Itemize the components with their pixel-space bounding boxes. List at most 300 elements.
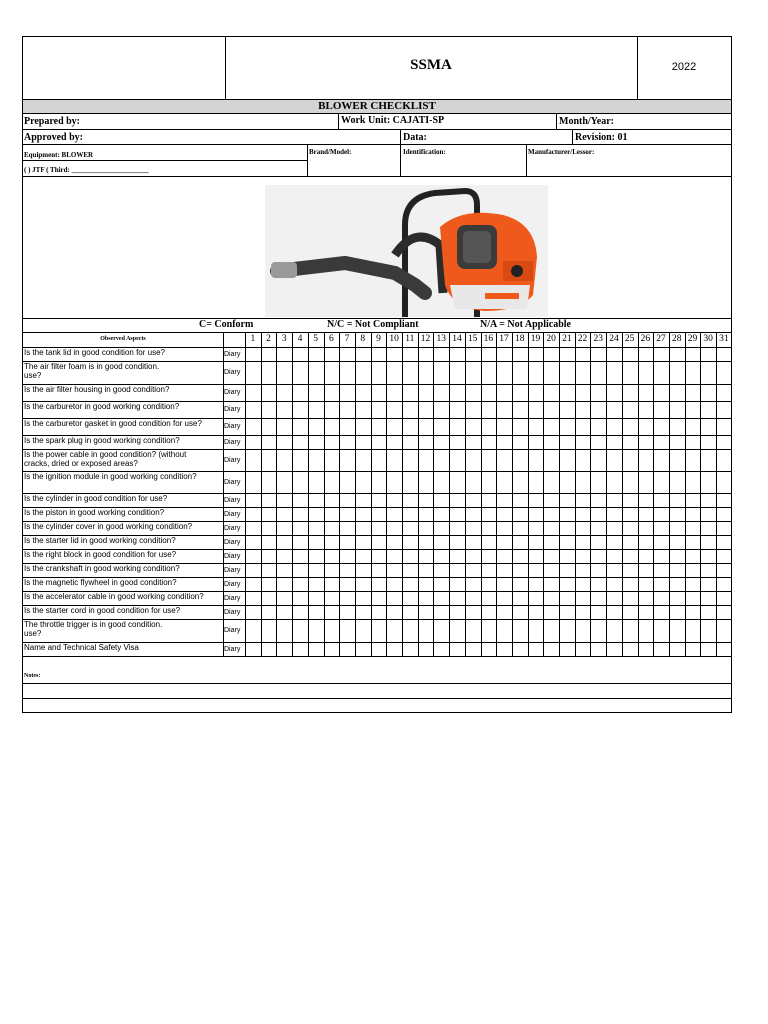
check-cell[interactable] [339, 361, 355, 384]
check-cell[interactable] [716, 384, 732, 401]
check-cell[interactable] [371, 642, 387, 656]
check-cell[interactable] [465, 435, 481, 449]
check-cell[interactable] [528, 591, 544, 605]
check-cell[interactable] [590, 435, 606, 449]
check-cell[interactable] [669, 471, 685, 493]
check-cell[interactable] [575, 577, 591, 591]
check-cell[interactable] [653, 605, 669, 619]
check-cell[interactable] [465, 384, 481, 401]
check-cell[interactable] [622, 619, 638, 642]
check-cell[interactable] [685, 361, 701, 384]
check-cell[interactable] [433, 493, 449, 507]
check-cell[interactable] [685, 549, 701, 563]
check-cell[interactable] [559, 577, 575, 591]
check-cell[interactable] [449, 418, 465, 435]
check-cell[interactable] [685, 535, 701, 549]
check-cell[interactable] [465, 493, 481, 507]
check-cell[interactable] [371, 361, 387, 384]
check-cell[interactable] [371, 493, 387, 507]
check-cell[interactable] [276, 605, 292, 619]
check-cell[interactable] [528, 384, 544, 401]
check-cell[interactable] [418, 418, 434, 435]
check-cell[interactable] [481, 507, 497, 521]
check-cell[interactable] [700, 361, 716, 384]
check-cell[interactable] [418, 549, 434, 563]
check-cell[interactable] [355, 435, 371, 449]
check-cell[interactable] [606, 435, 622, 449]
check-cell[interactable] [528, 347, 544, 361]
check-cell[interactable] [653, 347, 669, 361]
check-cell[interactable] [308, 384, 324, 401]
check-cell[interactable] [496, 535, 512, 549]
check-cell[interactable] [543, 577, 559, 591]
check-cell[interactable] [590, 361, 606, 384]
check-cell[interactable] [355, 521, 371, 535]
check-cell[interactable] [653, 521, 669, 535]
check-cell[interactable] [622, 521, 638, 535]
check-cell[interactable] [700, 521, 716, 535]
check-cell[interactable] [449, 347, 465, 361]
check-cell[interactable] [559, 619, 575, 642]
check-cell[interactable] [653, 493, 669, 507]
check-cell[interactable] [685, 577, 701, 591]
check-cell[interactable] [433, 471, 449, 493]
check-cell[interactable] [386, 493, 402, 507]
check-cell[interactable] [339, 384, 355, 401]
check-cell[interactable] [512, 361, 528, 384]
check-cell[interactable] [449, 361, 465, 384]
check-cell[interactable] [543, 435, 559, 449]
check-cell[interactable] [669, 642, 685, 656]
check-cell[interactable] [402, 418, 418, 435]
check-cell[interactable] [433, 401, 449, 418]
check-cell[interactable] [622, 605, 638, 619]
check-cell[interactable] [402, 619, 418, 642]
check-cell[interactable] [716, 449, 732, 471]
check-cell[interactable] [371, 471, 387, 493]
check-cell[interactable] [638, 493, 654, 507]
check-cell[interactable] [324, 507, 340, 521]
check-cell[interactable] [433, 535, 449, 549]
check-cell[interactable] [292, 521, 308, 535]
check-cell[interactable] [386, 521, 402, 535]
check-cell[interactable] [700, 549, 716, 563]
check-cell[interactable] [355, 401, 371, 418]
check-cell[interactable] [622, 471, 638, 493]
check-cell[interactable] [292, 563, 308, 577]
check-cell[interactable] [653, 435, 669, 449]
check-cell[interactable] [512, 449, 528, 471]
check-cell[interactable] [261, 418, 277, 435]
check-cell[interactable] [371, 619, 387, 642]
check-cell[interactable] [465, 642, 481, 656]
check-cell[interactable] [575, 507, 591, 521]
check-cell[interactable] [590, 563, 606, 577]
check-cell[interactable] [481, 347, 497, 361]
check-cell[interactable] [261, 493, 277, 507]
check-cell[interactable] [606, 563, 622, 577]
check-cell[interactable] [496, 361, 512, 384]
check-cell[interactable] [433, 619, 449, 642]
check-cell[interactable] [559, 435, 575, 449]
check-cell[interactable] [386, 577, 402, 591]
check-cell[interactable] [685, 347, 701, 361]
check-cell[interactable] [481, 521, 497, 535]
check-cell[interactable] [355, 549, 371, 563]
check-cell[interactable] [386, 471, 402, 493]
check-cell[interactable] [606, 384, 622, 401]
check-cell[interactable] [543, 535, 559, 549]
check-cell[interactable] [559, 521, 575, 535]
check-cell[interactable] [638, 449, 654, 471]
check-cell[interactable] [700, 535, 716, 549]
check-cell[interactable] [261, 435, 277, 449]
check-cell[interactable] [339, 591, 355, 605]
check-cell[interactable] [622, 642, 638, 656]
check-cell[interactable] [669, 549, 685, 563]
check-cell[interactable] [245, 384, 261, 401]
check-cell[interactable] [622, 577, 638, 591]
check-cell[interactable] [355, 577, 371, 591]
check-cell[interactable] [355, 507, 371, 521]
check-cell[interactable] [716, 605, 732, 619]
check-cell[interactable] [700, 384, 716, 401]
check-cell[interactable] [261, 384, 277, 401]
check-cell[interactable] [606, 493, 622, 507]
check-cell[interactable] [716, 563, 732, 577]
check-cell[interactable] [559, 591, 575, 605]
check-cell[interactable] [700, 507, 716, 521]
check-cell[interactable] [590, 507, 606, 521]
check-cell[interactable] [324, 384, 340, 401]
check-cell[interactable] [245, 577, 261, 591]
check-cell[interactable] [324, 347, 340, 361]
check-cell[interactable] [700, 418, 716, 435]
check-cell[interactable] [339, 577, 355, 591]
check-cell[interactable] [512, 435, 528, 449]
check-cell[interactable] [685, 401, 701, 418]
check-cell[interactable] [559, 361, 575, 384]
check-cell[interactable] [685, 642, 701, 656]
check-cell[interactable] [371, 347, 387, 361]
check-cell[interactable] [512, 563, 528, 577]
check-cell[interactable] [481, 471, 497, 493]
check-cell[interactable] [653, 535, 669, 549]
check-cell[interactable] [575, 521, 591, 535]
check-cell[interactable] [481, 577, 497, 591]
check-cell[interactable] [449, 471, 465, 493]
check-cell[interactable] [308, 507, 324, 521]
check-cell[interactable] [512, 401, 528, 418]
check-cell[interactable] [371, 384, 387, 401]
check-cell[interactable] [543, 619, 559, 642]
check-cell[interactable] [418, 642, 434, 656]
check-cell[interactable] [512, 418, 528, 435]
check-cell[interactable] [339, 347, 355, 361]
check-cell[interactable] [465, 577, 481, 591]
check-cell[interactable] [402, 577, 418, 591]
check-cell[interactable] [669, 361, 685, 384]
check-cell[interactable] [449, 449, 465, 471]
check-cell[interactable] [638, 361, 654, 384]
check-cell[interactable] [433, 347, 449, 361]
check-cell[interactable] [465, 591, 481, 605]
check-cell[interactable] [449, 521, 465, 535]
check-cell[interactable] [292, 642, 308, 656]
check-cell[interactable] [245, 591, 261, 605]
check-cell[interactable] [465, 361, 481, 384]
check-cell[interactable] [339, 605, 355, 619]
check-cell[interactable] [433, 591, 449, 605]
check-cell[interactable] [716, 361, 732, 384]
check-cell[interactable] [324, 449, 340, 471]
check-cell[interactable] [575, 605, 591, 619]
check-cell[interactable] [276, 535, 292, 549]
check-cell[interactable] [402, 521, 418, 535]
check-cell[interactable] [355, 449, 371, 471]
check-cell[interactable] [543, 418, 559, 435]
check-cell[interactable] [575, 418, 591, 435]
check-cell[interactable] [276, 642, 292, 656]
check-cell[interactable] [716, 535, 732, 549]
check-cell[interactable] [512, 591, 528, 605]
check-cell[interactable] [638, 418, 654, 435]
check-cell[interactable] [622, 493, 638, 507]
check-cell[interactable] [685, 619, 701, 642]
check-cell[interactable] [308, 471, 324, 493]
check-cell[interactable] [606, 591, 622, 605]
check-cell[interactable] [685, 435, 701, 449]
check-cell[interactable] [543, 347, 559, 361]
check-cell[interactable] [386, 591, 402, 605]
check-cell[interactable] [418, 401, 434, 418]
check-cell[interactable] [371, 563, 387, 577]
check-cell[interactable] [245, 549, 261, 563]
check-cell[interactable] [245, 605, 261, 619]
check-cell[interactable] [606, 418, 622, 435]
check-cell[interactable] [496, 384, 512, 401]
check-cell[interactable] [606, 535, 622, 549]
check-cell[interactable] [512, 605, 528, 619]
check-cell[interactable] [700, 605, 716, 619]
check-cell[interactable] [606, 577, 622, 591]
check-cell[interactable] [685, 418, 701, 435]
check-cell[interactable] [528, 361, 544, 384]
check-cell[interactable] [481, 361, 497, 384]
check-cell[interactable] [433, 577, 449, 591]
check-cell[interactable] [324, 605, 340, 619]
check-cell[interactable] [371, 535, 387, 549]
check-cell[interactable] [700, 642, 716, 656]
check-cell[interactable] [261, 549, 277, 563]
check-cell[interactable] [324, 493, 340, 507]
check-cell[interactable] [559, 384, 575, 401]
check-cell[interactable] [324, 577, 340, 591]
check-cell[interactable] [292, 605, 308, 619]
check-cell[interactable] [371, 507, 387, 521]
check-cell[interactable] [638, 577, 654, 591]
check-cell[interactable] [481, 384, 497, 401]
check-cell[interactable] [308, 549, 324, 563]
check-cell[interactable] [371, 577, 387, 591]
check-cell[interactable] [371, 449, 387, 471]
check-cell[interactable] [402, 591, 418, 605]
check-cell[interactable] [386, 435, 402, 449]
check-cell[interactable] [559, 471, 575, 493]
check-cell[interactable] [308, 401, 324, 418]
check-cell[interactable] [622, 449, 638, 471]
check-cell[interactable] [606, 619, 622, 642]
check-cell[interactable] [402, 563, 418, 577]
check-cell[interactable] [590, 535, 606, 549]
check-cell[interactable] [496, 347, 512, 361]
check-cell[interactable] [449, 535, 465, 549]
check-cell[interactable] [371, 521, 387, 535]
check-cell[interactable] [669, 493, 685, 507]
check-cell[interactable] [559, 418, 575, 435]
check-cell[interactable] [685, 449, 701, 471]
check-cell[interactable] [324, 619, 340, 642]
check-cell[interactable] [481, 605, 497, 619]
check-cell[interactable] [276, 507, 292, 521]
check-cell[interactable] [481, 619, 497, 642]
check-cell[interactable] [371, 549, 387, 563]
check-cell[interactable] [308, 535, 324, 549]
check-cell[interactable] [449, 549, 465, 563]
check-cell[interactable] [575, 471, 591, 493]
check-cell[interactable] [638, 347, 654, 361]
check-cell[interactable] [559, 642, 575, 656]
check-cell[interactable] [386, 418, 402, 435]
check-cell[interactable] [606, 471, 622, 493]
check-cell[interactable] [638, 605, 654, 619]
check-cell[interactable] [622, 563, 638, 577]
check-cell[interactable] [481, 418, 497, 435]
check-cell[interactable] [418, 361, 434, 384]
check-cell[interactable] [528, 619, 544, 642]
check-cell[interactable] [465, 563, 481, 577]
check-cell[interactable] [418, 577, 434, 591]
check-cell[interactable] [590, 347, 606, 361]
check-cell[interactable] [402, 435, 418, 449]
check-cell[interactable] [700, 619, 716, 642]
check-cell[interactable] [716, 549, 732, 563]
check-cell[interactable] [559, 493, 575, 507]
check-cell[interactable] [433, 605, 449, 619]
check-cell[interactable] [638, 591, 654, 605]
check-cell[interactable] [402, 605, 418, 619]
check-cell[interactable] [355, 605, 371, 619]
check-cell[interactable] [433, 642, 449, 656]
check-cell[interactable] [638, 384, 654, 401]
check-cell[interactable] [559, 549, 575, 563]
check-cell[interactable] [528, 449, 544, 471]
check-cell[interactable] [465, 401, 481, 418]
check-cell[interactable] [528, 418, 544, 435]
check-cell[interactable] [339, 521, 355, 535]
check-cell[interactable] [590, 401, 606, 418]
check-cell[interactable] [245, 361, 261, 384]
check-cell[interactable] [418, 521, 434, 535]
check-cell[interactable] [496, 563, 512, 577]
check-cell[interactable] [685, 384, 701, 401]
check-cell[interactable] [638, 535, 654, 549]
check-cell[interactable] [245, 507, 261, 521]
check-cell[interactable] [418, 507, 434, 521]
check-cell[interactable] [653, 591, 669, 605]
check-cell[interactable] [496, 605, 512, 619]
check-cell[interactable] [292, 418, 308, 435]
check-cell[interactable] [700, 591, 716, 605]
check-cell[interactable] [716, 401, 732, 418]
check-cell[interactable] [276, 449, 292, 471]
check-cell[interactable] [449, 401, 465, 418]
check-cell[interactable] [700, 449, 716, 471]
check-cell[interactable] [308, 449, 324, 471]
check-cell[interactable] [339, 435, 355, 449]
check-cell[interactable] [496, 493, 512, 507]
check-cell[interactable] [716, 642, 732, 656]
check-cell[interactable] [433, 563, 449, 577]
check-cell[interactable] [276, 384, 292, 401]
check-cell[interactable] [543, 549, 559, 563]
check-cell[interactable] [575, 361, 591, 384]
check-cell[interactable] [653, 507, 669, 521]
check-cell[interactable] [402, 384, 418, 401]
check-cell[interactable] [700, 493, 716, 507]
check-cell[interactable] [324, 549, 340, 563]
check-cell[interactable] [481, 435, 497, 449]
check-cell[interactable] [355, 642, 371, 656]
check-cell[interactable] [245, 535, 261, 549]
check-cell[interactable] [339, 471, 355, 493]
check-cell[interactable] [543, 361, 559, 384]
check-cell[interactable] [245, 563, 261, 577]
check-cell[interactable] [653, 619, 669, 642]
check-cell[interactable] [276, 591, 292, 605]
check-cell[interactable] [512, 535, 528, 549]
check-cell[interactable] [590, 591, 606, 605]
check-cell[interactable] [622, 347, 638, 361]
check-cell[interactable] [355, 418, 371, 435]
check-cell[interactable] [653, 642, 669, 656]
check-cell[interactable] [653, 361, 669, 384]
check-cell[interactable] [355, 619, 371, 642]
check-cell[interactable] [449, 493, 465, 507]
check-cell[interactable] [543, 507, 559, 521]
check-cell[interactable] [653, 549, 669, 563]
check-cell[interactable] [324, 401, 340, 418]
check-cell[interactable] [324, 591, 340, 605]
check-cell[interactable] [245, 401, 261, 418]
check-cell[interactable] [590, 549, 606, 563]
check-cell[interactable] [261, 521, 277, 535]
check-cell[interactable] [575, 549, 591, 563]
check-cell[interactable] [386, 361, 402, 384]
check-cell[interactable] [496, 401, 512, 418]
check-cell[interactable] [292, 361, 308, 384]
check-cell[interactable] [276, 401, 292, 418]
check-cell[interactable] [261, 591, 277, 605]
check-cell[interactable] [528, 563, 544, 577]
check-cell[interactable] [386, 401, 402, 418]
check-cell[interactable] [433, 507, 449, 521]
check-cell[interactable] [245, 449, 261, 471]
check-cell[interactable] [276, 577, 292, 591]
check-cell[interactable] [716, 493, 732, 507]
check-cell[interactable] [276, 347, 292, 361]
check-cell[interactable] [669, 563, 685, 577]
